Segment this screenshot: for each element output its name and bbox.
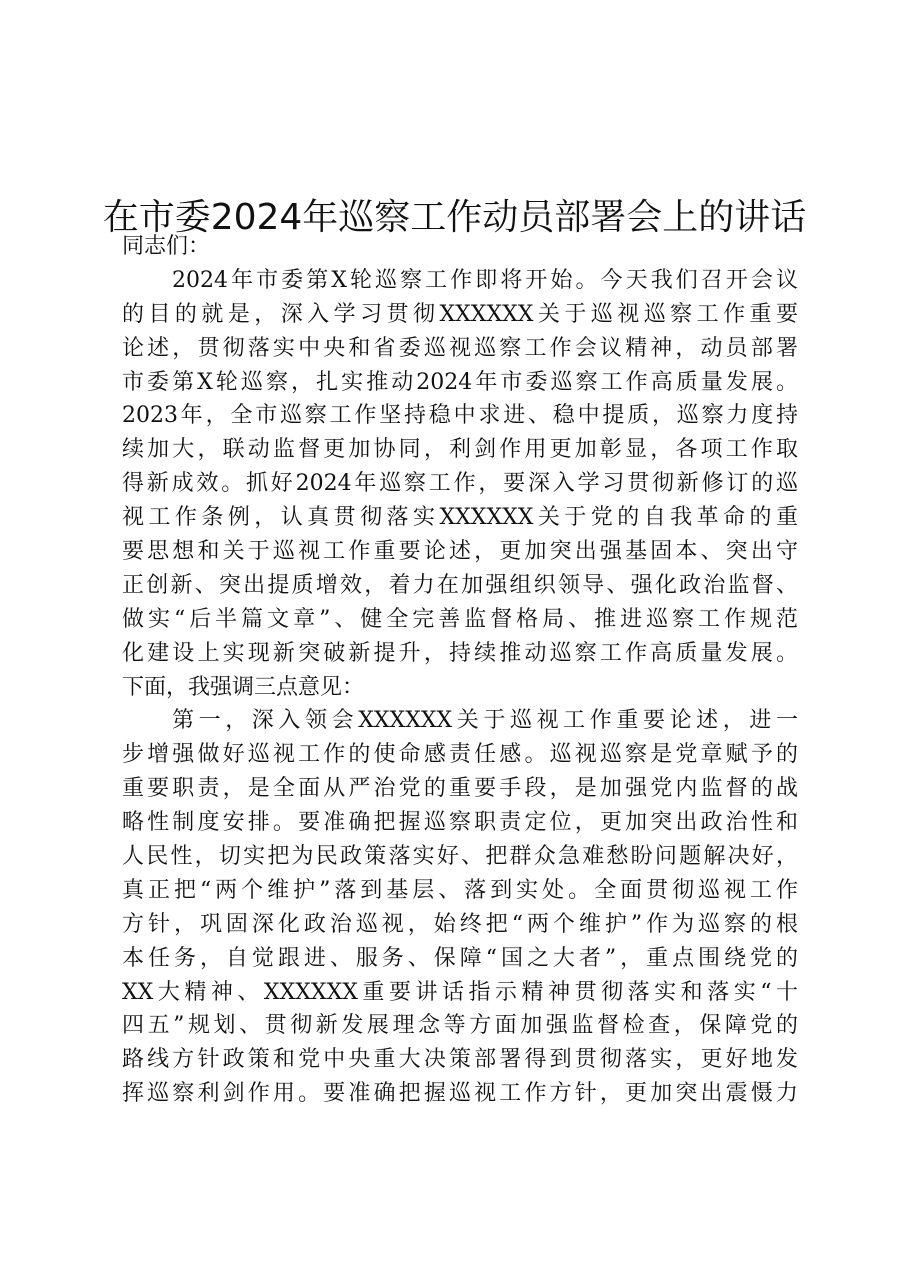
body-line: 市委第X轮巡察，扎实推动2024年市委巡察工作高质量发展。 bbox=[122, 369, 798, 395]
body-line: 挥巡察利剑作用。要准确把握巡视工作方针，更加突出震慑力 bbox=[122, 1081, 798, 1107]
body-line: 真正把“两个维护”落到基层、落到实处。全面贯彻巡视工作 bbox=[122, 877, 798, 903]
body-line: 视工作条例，认真贯彻落实XXXXXX关于党的自我革命的重 bbox=[122, 505, 798, 531]
body-line: 重要职责，是全面从严治党的重要手段，是加强党内监督的战 bbox=[122, 776, 798, 802]
body-line: 2024年市委第X轮巡察工作即将开始。今天我们召开会议 bbox=[172, 267, 798, 293]
document-body bbox=[122, 230, 798, 1111]
body-line: 略性制度安排。要准确把握巡察职责定位，更加突出政治性和 bbox=[122, 810, 798, 836]
body-line: 下面，我强调三点意见： bbox=[122, 674, 365, 700]
body-line: 四五”规划、贯彻新发展理念等方面加强监督检查，保障党的 bbox=[122, 1013, 798, 1039]
body-line: XX大精神、XXXXXX重要讲话指示精神贯彻落实和落实“十 bbox=[122, 979, 798, 1005]
body-line: 化建设上实现新突破新提升，持续推动巡察工作高质量发展。 bbox=[122, 640, 798, 666]
body-line: 路线方针政策和党中央重大决策部署得到贯彻落实，更好地发 bbox=[122, 1047, 798, 1073]
body-line: 人民性，切实把为民政策落实好、把群众急难愁盼问题解决好， bbox=[122, 844, 798, 870]
body-line: 做实“后半篇文章”、健全完善监督格局、推进巡察工作规范 bbox=[122, 606, 798, 632]
body-line: 2023年，全市巡察工作坚持稳中求进、稳中提质，巡察力度持 bbox=[122, 403, 798, 429]
body-line: 同志们： bbox=[122, 234, 211, 259]
body-line: 正创新、突出提质增效，着力在加强组织领导、强化政治监督、 bbox=[122, 572, 798, 598]
body-line: 的目的就是，深入学习贯彻XXXXXX关于巡视巡察工作重要 bbox=[122, 301, 798, 327]
body-line: 要思想和关于巡视工作重要论述，更加突出强基固本、突出守 bbox=[122, 539, 798, 565]
body-line: 得新成效。抓好2024年巡察工作，要深入学习贯彻新修订的巡 bbox=[122, 471, 798, 497]
body-line: 续加大，联动监督更加协同，利剑作用更加彰显，各项工作取 bbox=[122, 437, 798, 463]
body-line: 第一，深入领会XXXXXX关于巡视工作重要论述，进一 bbox=[172, 708, 798, 734]
body-line: 方针，巩固深化政治巡视，始终把“两个维护”作为巡察的根 bbox=[122, 911, 798, 937]
body-line: 论述，贯彻落实中央和省委巡视巡察工作会议精神，动员部署 bbox=[122, 335, 798, 361]
body-line: 本任务，自觉跟进、服务、保障“国之大者”，重点围绕党的 bbox=[122, 945, 798, 971]
document-title: 在市委2024年巡察工作动员部署会上的讲话 bbox=[102, 197, 807, 238]
body-line: 步增强做好巡视工作的使命感责任感。巡视巡察是党章赋予的 bbox=[122, 742, 798, 768]
